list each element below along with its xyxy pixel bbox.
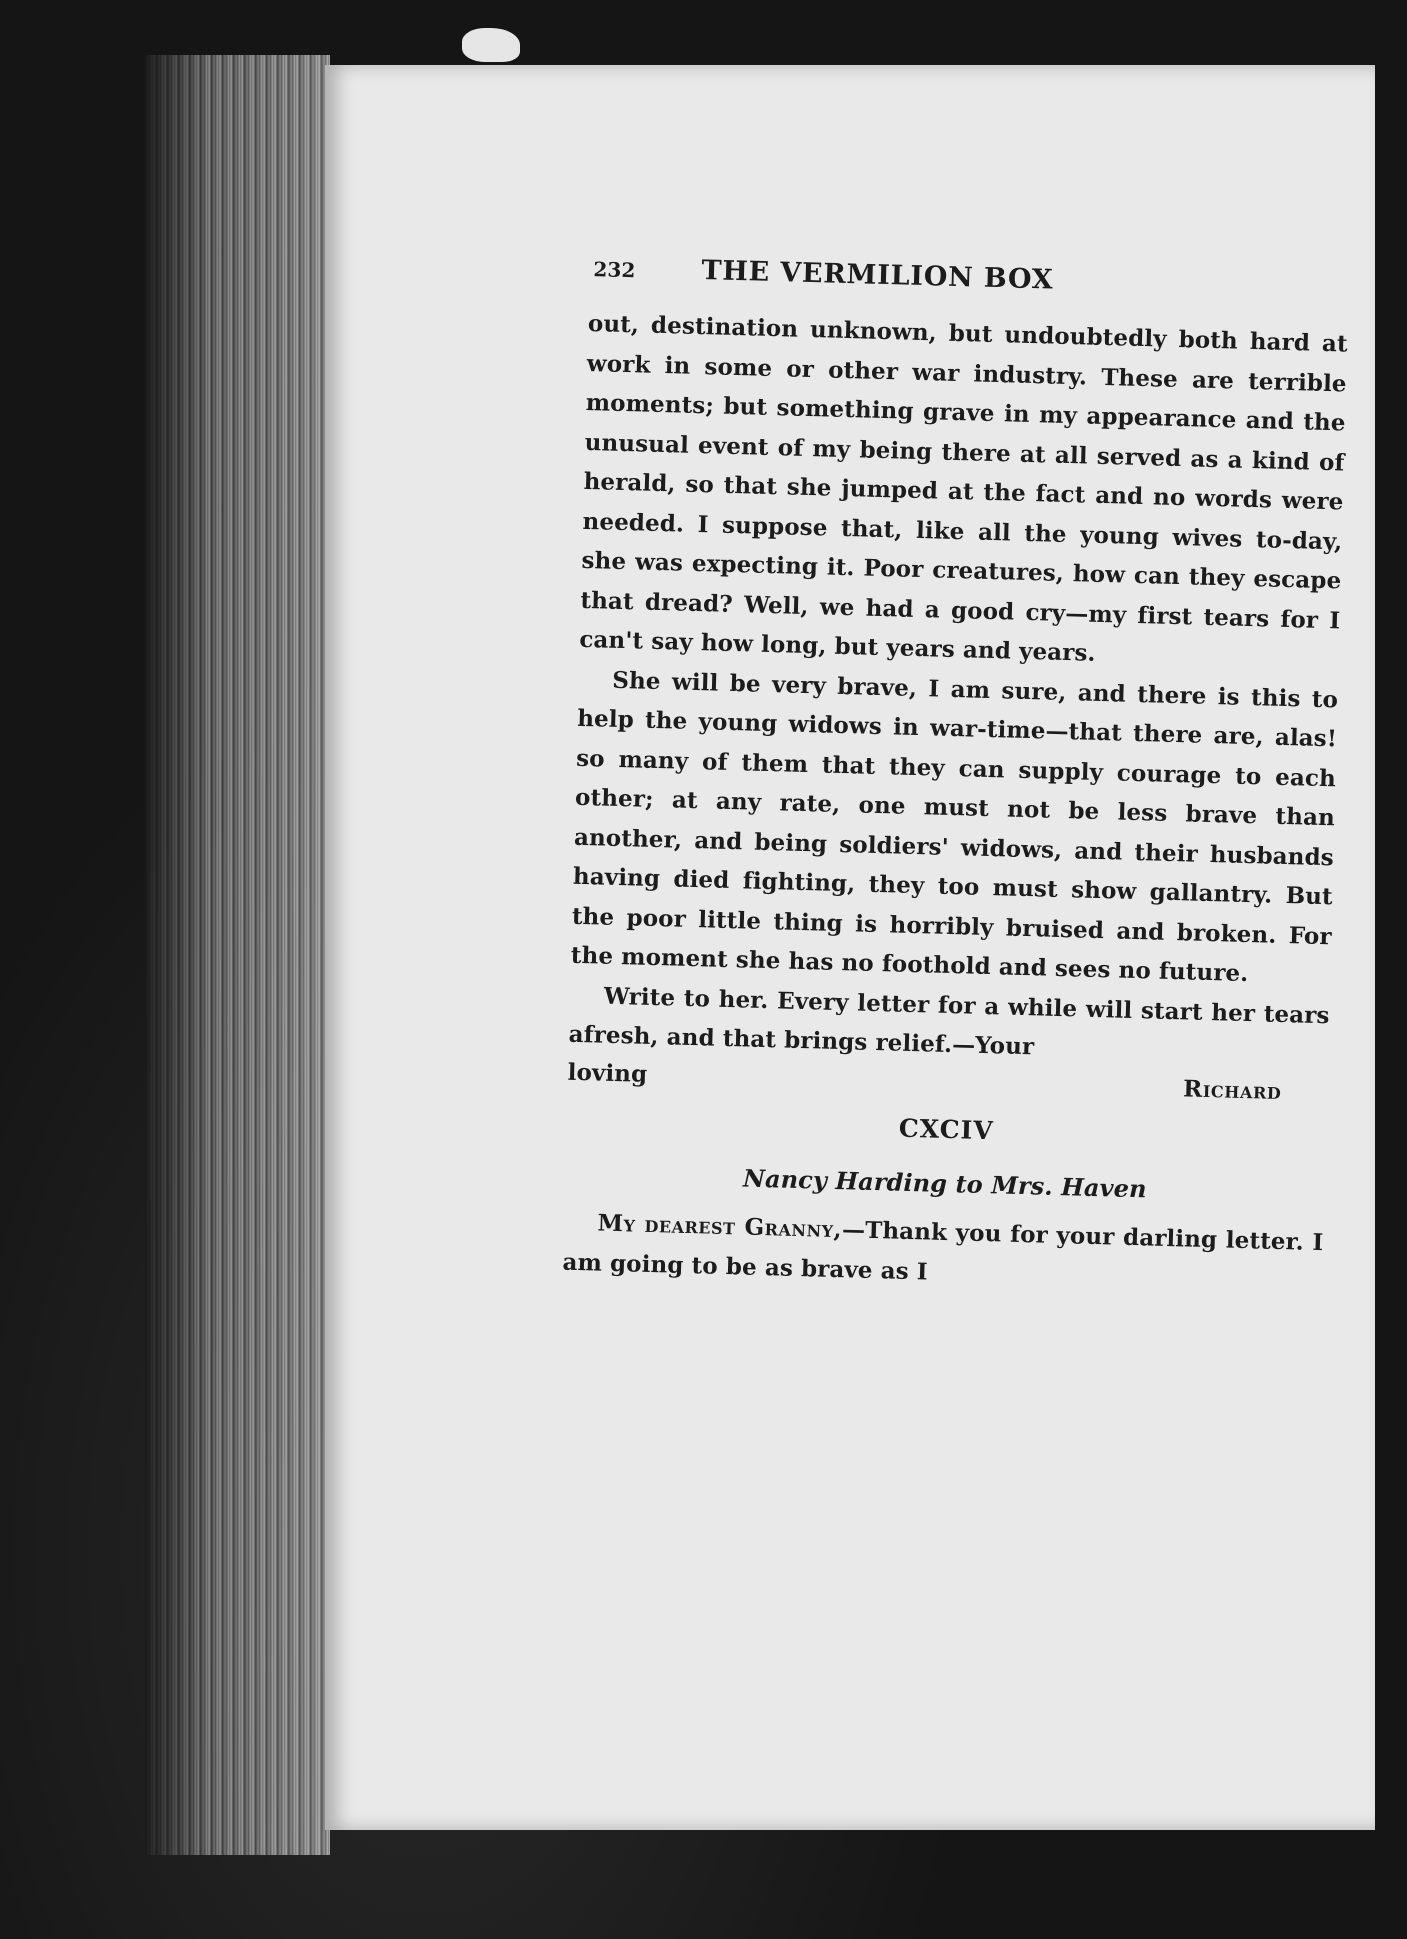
letter-heading: Nancy Harding to Mrs. Haven (742, 1162, 1148, 1203)
page-text (562, 248, 1350, 1302)
book-title-header: THE VERMILION BOX (701, 255, 1054, 296)
closing-word: loving (567, 1058, 648, 1088)
page-edges (145, 55, 330, 1855)
letter-number: CXCIV (898, 1113, 995, 1146)
paragraph-3: Write to her. Every letter for a while will start her tears afresh, and that brings relief.—Your (568, 982, 1330, 1061)
page-number: 232 (593, 257, 636, 283)
paragraph-2: She will be very brave, I am sure, and there is this to help the young widows in war-time—that there are, alas! so many of them that they can supply courage to each other; at any rate, one must not be less brave than another, and being soldiers' widows, and their husbands having died fighting, they too must show gallantry. But the poor little thing is horribly bruised and broken. For the moment she has no foothold and sees no future. (570, 666, 1339, 988)
paragraph-1: out, destination unknown, but undoubtedly both hard at work in some or other war industry. These are terrible moments; but something grave in my appearance and the unusual event of my being there at all served as a kind of herald, so that she jumped at the fact and no words were needed. I suppose that, like all the young wives to-day, she was expecting it. Poor creatures, how can they escape that dread? Well, we had a good cry—my first tears for I can't say how long, but years and years. (579, 309, 1349, 667)
salutation: My dearest Granny, (597, 1209, 843, 1244)
signature: Richard (1182, 1074, 1282, 1105)
letter-opening-text: —Thank you for your darling letter. I am going to be as brave as I (562, 1216, 1324, 1286)
